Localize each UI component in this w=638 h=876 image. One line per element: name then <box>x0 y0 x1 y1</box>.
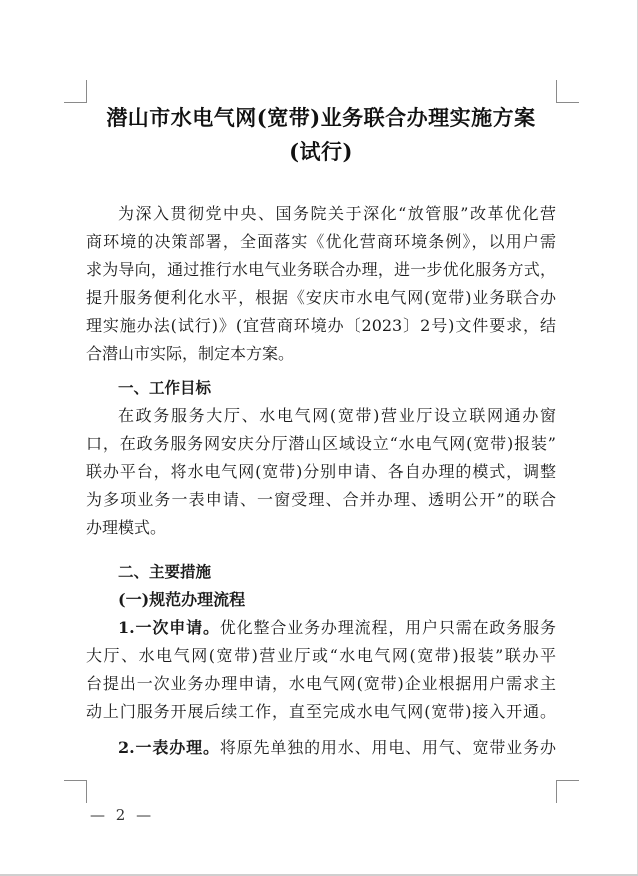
page-number: — 2 — <box>90 806 155 824</box>
crop-mark-bottom-right <box>556 780 579 803</box>
item-body-line: 大厅、水电气网(宽带)营业厅或“水电气网(宽带)报装”联办平 <box>86 646 556 665</box>
intro-line: 提升服务便利化水平，根据《安庆市水电气网(宽带)业务联合办 <box>86 288 556 307</box>
item-one-form <box>118 734 556 762</box>
section-body-line: 办理模式。 <box>86 518 167 537</box>
item-label: 2.一表办理。 <box>118 738 220 757</box>
item-text: 将原先单独的用水、用电、用气、宽带业务办 <box>219 738 556 757</box>
intro-line: 商环境的决策部署，全面落实《优化营商环境条例》，以用户需 <box>86 232 556 251</box>
intro-line: 求为导向，通过推行水电气业务联合办理，进一步优化服务方式， <box>86 260 556 279</box>
intro-line: 理实施办法(试行)》(宜营商环境办〔2023〕2号)文件要求，结 <box>86 316 556 335</box>
item-body-line: 动上门服务开展后续工作，直至完成水电气网(宽带)接入开通。 <box>86 702 556 721</box>
intro-line: 合潜山市实际，制定本方案。 <box>86 344 295 363</box>
item-text: 优化整合业务办理流程，用户只需在政务服务 <box>219 618 556 637</box>
section-body-line: 联办平台，将水电气网(宽带)分别申请、各自办理的模式，调整 <box>86 462 556 481</box>
intro-line: 为深入贯彻党中央、国务院关于深化“放管服”改革优化营 <box>118 204 556 223</box>
document-title-suffix: (试行) <box>289 139 353 164</box>
item-body-line: 台提出一次业务办理申请，水电气网(宽带)企业根据用户需求主 <box>86 674 556 693</box>
section-body-line: 口，在政务服务网安庆分厅潜山区域设立“水电气网(宽带)报装” <box>86 434 556 453</box>
section-body-line: 为多项业务一表申请、一窗受理、合并办理、透明公开”的联合 <box>86 490 556 509</box>
subsection-heading-process: (一)规范办理流程 <box>118 590 246 609</box>
crop-mark-top-left <box>64 80 87 103</box>
item-label: 1.一次申请。 <box>118 618 220 637</box>
section-heading-measures: 二、主要措施 <box>118 563 212 581</box>
document-title: 潜山市水电气网(宽带)业务联合办理实施方案 <box>106 105 536 130</box>
item-one-apply <box>118 614 556 642</box>
crop-mark-bottom-left <box>64 780 87 803</box>
section-body-line: 在政务服务大厅、水电气网(宽带)营业厅设立联网通办窗 <box>118 406 556 425</box>
section-heading-goals: 一、工作目标 <box>118 379 212 397</box>
crop-mark-top-right <box>556 80 579 103</box>
